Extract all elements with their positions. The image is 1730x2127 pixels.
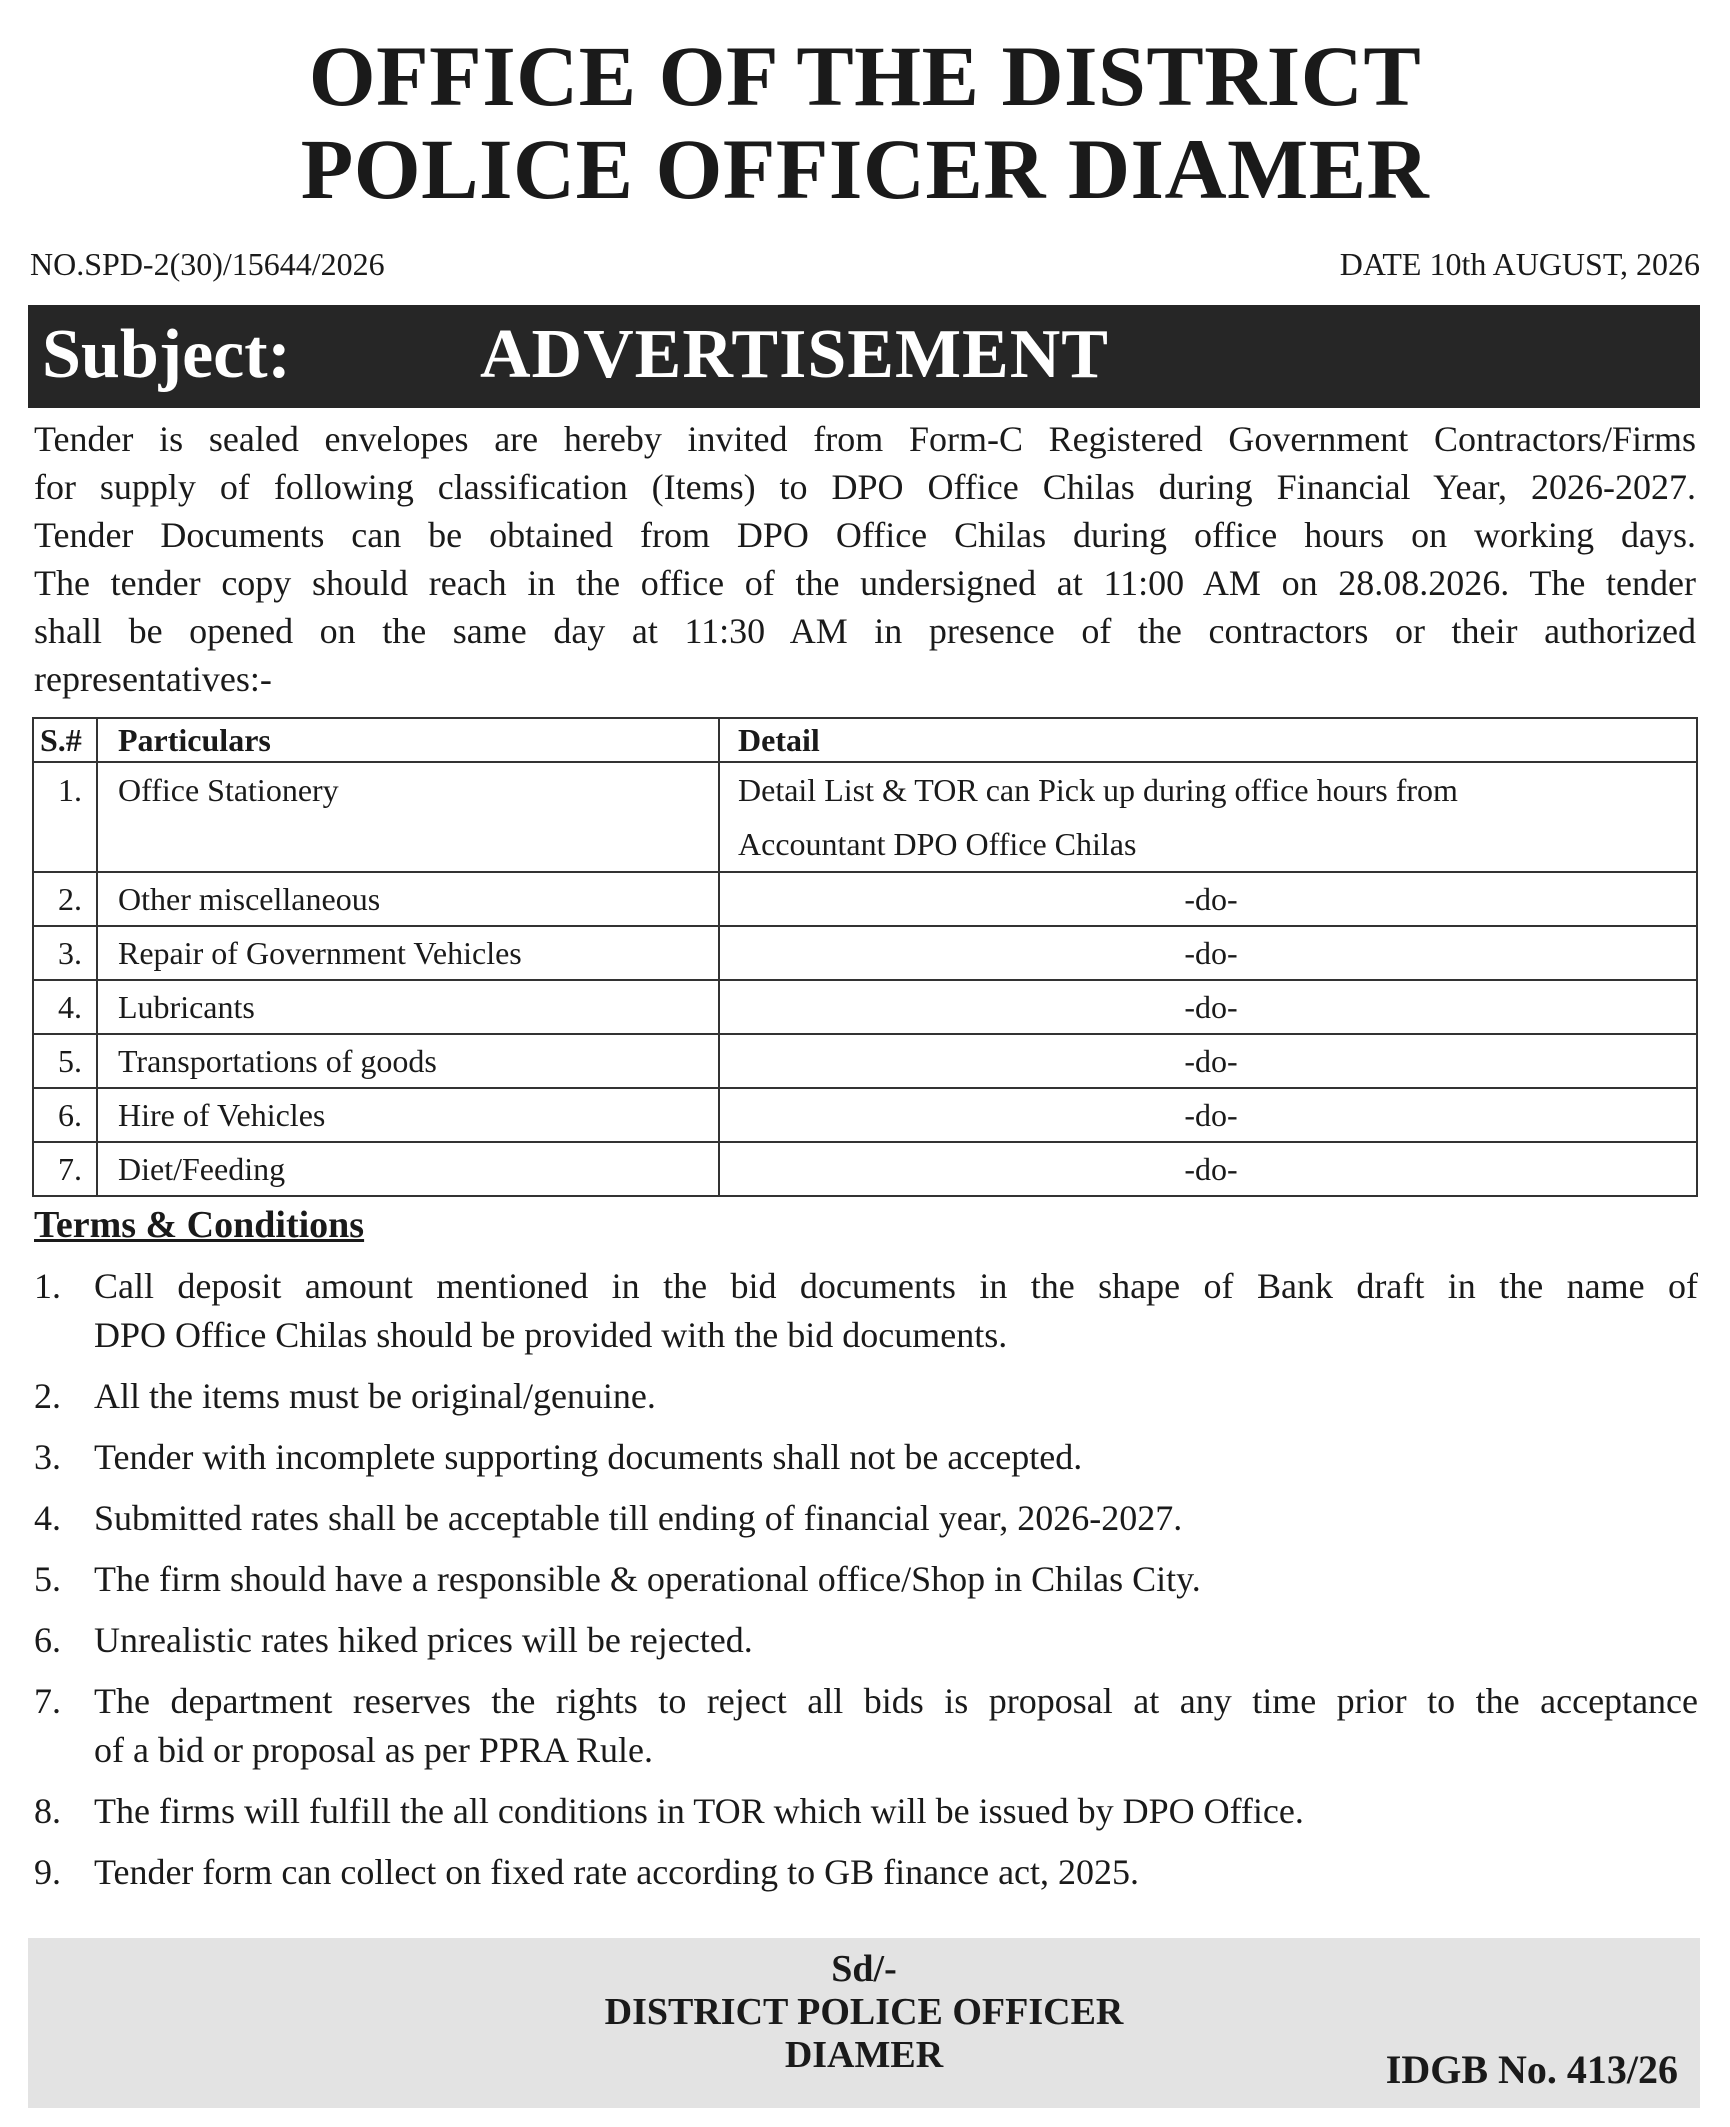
term-item [34, 1848, 1698, 1897]
term-text: Call deposit amount mentioned in the bid documents in the shape of Bank draft in the name of [94, 1266, 1698, 1306]
term-item [34, 1433, 1698, 1482]
row-sno: 7. [33, 1142, 97, 1196]
term-number: 6. [34, 1620, 61, 1660]
terms-heading: Terms & Conditions [34, 1204, 365, 1246]
term-number: 1. [34, 1266, 61, 1306]
term-number: 8. [34, 1791, 61, 1831]
header-detail: Detail [719, 718, 1697, 762]
row-sno: 2. [33, 872, 97, 926]
office-title-line2: POLICE OFFICER DIAMER [300, 121, 1430, 217]
row-detail [719, 762, 1697, 872]
table-row [33, 872, 1697, 926]
intro-line: representatives:- [34, 659, 272, 699]
term-item [34, 1555, 1698, 1604]
term-text: Tender form can collect on fixed rate according to GB finance act, 2025. [94, 1852, 1140, 1892]
intro-line: for supply of following classification (Items) to DPO Office Chilas during Financial Year, 2026-2027. [34, 467, 1696, 507]
row-particulars: Hire of Vehicles [97, 1088, 719, 1142]
term-number: 5. [34, 1559, 61, 1599]
office-title [0, 30, 1730, 216]
row-particulars: Office Stationery [97, 762, 719, 872]
intro-line: The tender copy should reach in the office of the undersigned at 11:00 AM on 28.08.2026. The tender [34, 563, 1696, 603]
row-sno: 5. [33, 1034, 97, 1088]
row-detail: -do- [719, 872, 1697, 926]
row-sno: 6. [33, 1088, 97, 1142]
header-particulars: Particulars [97, 718, 719, 762]
header-sno: S.# [33, 718, 97, 762]
row-sno: 1. [33, 762, 97, 872]
reference-number: NO.SPD-2(30)/15644/2026 [30, 246, 385, 282]
term-item [34, 1677, 1698, 1775]
row-sno: 4. [33, 980, 97, 1034]
term-text: of a bid or proposal as per PPRA Rule. [94, 1730, 653, 1770]
table-row [33, 1034, 1697, 1088]
row-detail-line2: Accountant DPO Office Chilas [738, 826, 1137, 862]
term-text: The firms will fulfill the all conditions in TOR which will be issued by DPO Office. [94, 1791, 1304, 1831]
term-item [34, 1262, 1698, 1360]
term-number: 9. [34, 1852, 61, 1892]
term-text: Unrealistic rates hiked prices will be rejected. [94, 1620, 753, 1660]
term-text: The firm should have a responsible & operational office/Shop in Chilas City. [94, 1559, 1201, 1599]
table-header-row [33, 718, 1697, 762]
signature-footer [28, 1938, 1700, 2108]
row-particulars: Diet/Feeding [97, 1142, 719, 1196]
term-item [34, 1616, 1698, 1665]
idgb-number: IDGB No. 413/26 [1385, 2047, 1678, 2092]
row-particulars: Transportations of goods [97, 1034, 719, 1088]
term-number: 4. [34, 1498, 61, 1538]
term-number: 3. [34, 1437, 61, 1477]
intro-paragraph [34, 415, 1696, 703]
table-row [33, 926, 1697, 980]
term-item [34, 1494, 1698, 1543]
row-sno: 3. [33, 926, 97, 980]
table-row [33, 762, 1697, 872]
table-row [33, 1142, 1697, 1196]
signature-sd: Sd/- [831, 1948, 897, 1990]
signature-officer: DISTRICT POLICE OFFICER [604, 1991, 1124, 2033]
intro-line: Tender is sealed envelopes are hereby invited from Form-C Registered Government Contractors/Firms [34, 419, 1696, 459]
intro-line: Tender Documents can be obtained from DPO Office Chilas during office hours on working days. [34, 515, 1696, 555]
term-text: All the items must be original/genuine. [94, 1376, 656, 1416]
row-particulars: Other miscellaneous [97, 872, 719, 926]
row-detail-line1: Detail List & TOR can Pick up during office hours from [738, 772, 1458, 808]
row-detail: -do- [719, 1088, 1697, 1142]
table-row [33, 1088, 1697, 1142]
subject-value: ADVERTISEMENT [480, 316, 1109, 393]
term-text: The department reserves the rights to reject all bids is proposal at any time prior to the acceptance [94, 1681, 1698, 1721]
terms-list [34, 1262, 1698, 1909]
row-particulars: Lubricants [97, 980, 719, 1034]
term-text: Submitted rates shall be acceptable till ending of financial year, 2026-2027. [94, 1498, 1183, 1538]
notice-date: DATE 10th AUGUST, 2026 [1339, 246, 1700, 282]
term-item [34, 1372, 1698, 1421]
term-number: 2. [34, 1376, 61, 1416]
row-detail: -do- [719, 980, 1697, 1034]
term-item [34, 1787, 1698, 1836]
subject-bar [28, 305, 1700, 408]
term-number: 7. [34, 1681, 61, 1721]
row-particulars: Repair of Government Vehicles [97, 926, 719, 980]
signature-district: DIAMER [784, 2034, 944, 2076]
row-detail: -do- [719, 926, 1697, 980]
term-text: Tender with incomplete supporting documents shall not be accepted. [94, 1437, 1083, 1477]
office-title-line1: OFFICE OF THE DISTRICT [308, 28, 1422, 124]
table-row [33, 980, 1697, 1034]
row-detail: -do- [719, 1034, 1697, 1088]
intro-line: shall be opened on the same day at 11:30 AM in presence of the contractors or their authorized [34, 611, 1696, 651]
term-text: DPO Office Chilas should be provided with the bid documents. [94, 1315, 1008, 1355]
items-table [32, 717, 1698, 1197]
subject-label: Subject: [42, 316, 291, 393]
row-detail: -do- [719, 1142, 1697, 1196]
